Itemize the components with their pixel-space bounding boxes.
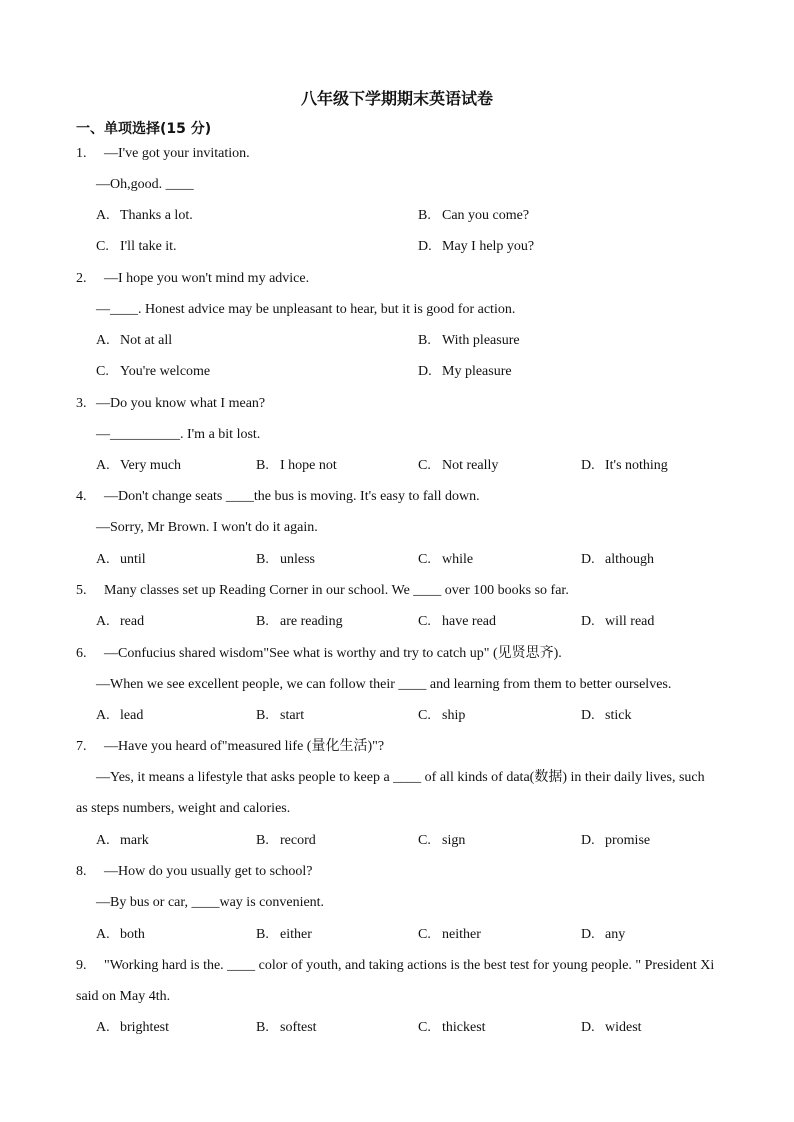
- question-number: 6.: [76, 646, 87, 661]
- option-b[interactable]: B. Can you come?: [418, 208, 530, 223]
- section-heading: 一、单项选择(15 分): [76, 121, 212, 137]
- question-6-line: —When we see excellent people, we can follow their ____ and learning from them to better ourselves.: [96, 677, 672, 692]
- option-d[interactable]: D. stick: [581, 708, 632, 723]
- option-a[interactable]: A. both: [96, 927, 145, 942]
- option-d[interactable]: D. My pleasure: [418, 364, 512, 379]
- option-a[interactable]: A. Thanks a lot.: [96, 208, 193, 223]
- question-text: Many classes set up Reading Corner in our school. We ____ over 100 books so far.: [104, 583, 569, 598]
- option-c[interactable]: C. You're welcome: [96, 364, 211, 379]
- option-a[interactable]: A. brightest: [96, 1020, 169, 1035]
- question-text: —I've got your invitation.: [104, 146, 250, 161]
- question-number: 2.: [76, 271, 87, 286]
- question-text: —Confucius shared wisdom"See what is worthy and try to catch up" (见贤思齐).: [104, 646, 562, 661]
- option-d[interactable]: D. will read: [581, 614, 655, 629]
- option-a[interactable]: A. mark: [96, 833, 149, 848]
- question-text: —I hope you won't mind my advice.: [104, 271, 310, 286]
- question-4-stem: [76, 488, 480, 506]
- option-c[interactable]: C. Not really: [418, 458, 499, 473]
- option-a[interactable]: A. Not at all: [96, 333, 173, 348]
- question-3-stem: [76, 395, 265, 413]
- question-number: 4.: [76, 489, 87, 504]
- option-d[interactable]: D. May I help you?: [418, 239, 535, 254]
- question-7-line-cont: as steps numbers, weight and calories.: [76, 801, 291, 816]
- question-text: —Do you know what I mean?: [96, 396, 266, 411]
- option-b[interactable]: B. record: [256, 833, 316, 848]
- question-4-line: —Sorry, Mr Brown. I won't do it again.: [96, 520, 318, 535]
- option-b[interactable]: B. softest: [256, 1020, 317, 1035]
- option-c[interactable]: C. while: [418, 552, 474, 567]
- question-number: 7.: [76, 739, 87, 754]
- question-number: 5.: [76, 583, 87, 598]
- question-2-stem: [76, 270, 309, 288]
- question-number: 9.: [76, 958, 87, 973]
- option-c[interactable]: C. I'll take it.: [96, 239, 177, 254]
- option-c[interactable]: C. thickest: [418, 1020, 486, 1035]
- question-3-line: —__________. I'm a bit lost.: [96, 427, 261, 442]
- option-b[interactable]: B. I hope not: [256, 458, 337, 473]
- option-b[interactable]: B. start: [256, 708, 305, 723]
- question-1-stem: [76, 145, 250, 163]
- question-2-line: —____. Honest advice may be unpleasant to hear, but it is good for action.: [96, 302, 516, 317]
- question-text: —Have you heard of"measured life (量化生活)"?: [104, 739, 385, 754]
- question-1-line: —Oh,good. ____: [96, 177, 194, 192]
- option-c[interactable]: C. sign: [418, 833, 466, 848]
- option-b[interactable]: B. are reading: [256, 614, 343, 629]
- option-c[interactable]: C. neither: [418, 927, 481, 942]
- option-a[interactable]: A. until: [96, 552, 146, 567]
- question-7-stem: [76, 738, 384, 756]
- question-9-line-cont: said on May 4th.: [76, 989, 171, 1004]
- question-text: "Working hard is the. ____ color of youth, and taking actions is the best test for young people. " President Xi: [104, 958, 715, 973]
- option-a[interactable]: A. read: [96, 614, 145, 629]
- question-text: —Don't change seats ____the bus is moving. It's easy to fall down.: [104, 489, 480, 504]
- option-d[interactable]: D. widest: [581, 1020, 642, 1035]
- question-6-stem: [76, 645, 562, 663]
- option-a[interactable]: A. Very much: [96, 458, 182, 473]
- option-b[interactable]: B. unless: [256, 552, 315, 567]
- option-a[interactable]: A. lead: [96, 708, 144, 723]
- question-number: 3.: [76, 396, 87, 411]
- option-d[interactable]: D. although: [581, 552, 654, 567]
- question-7-line: —Yes, it means a lifestyle that asks people to keep a ____ of all kinds of data(数据) in their daily lives, such: [96, 770, 705, 785]
- question-8-line: —By bus or car, ____way is convenient.: [96, 895, 325, 910]
- question-9-stem: [76, 957, 714, 975]
- question-8-stem: [76, 863, 312, 881]
- option-c[interactable]: C. have read: [418, 614, 497, 629]
- page-title: 八年级下学期期末英语试卷: [300, 89, 493, 108]
- option-c[interactable]: C. ship: [418, 708, 466, 723]
- question-number: 1.: [76, 146, 87, 161]
- option-b[interactable]: B. either: [256, 927, 312, 942]
- option-d[interactable]: D. promise: [581, 833, 651, 848]
- question-number: 8.: [76, 864, 87, 879]
- option-d[interactable]: D. It's nothing: [581, 458, 668, 473]
- question-5-stem: [76, 582, 569, 600]
- option-d[interactable]: D. any: [581, 927, 626, 942]
- question-text: —How do you usually get to school?: [104, 864, 313, 879]
- option-b[interactable]: B. With pleasure: [418, 333, 520, 348]
